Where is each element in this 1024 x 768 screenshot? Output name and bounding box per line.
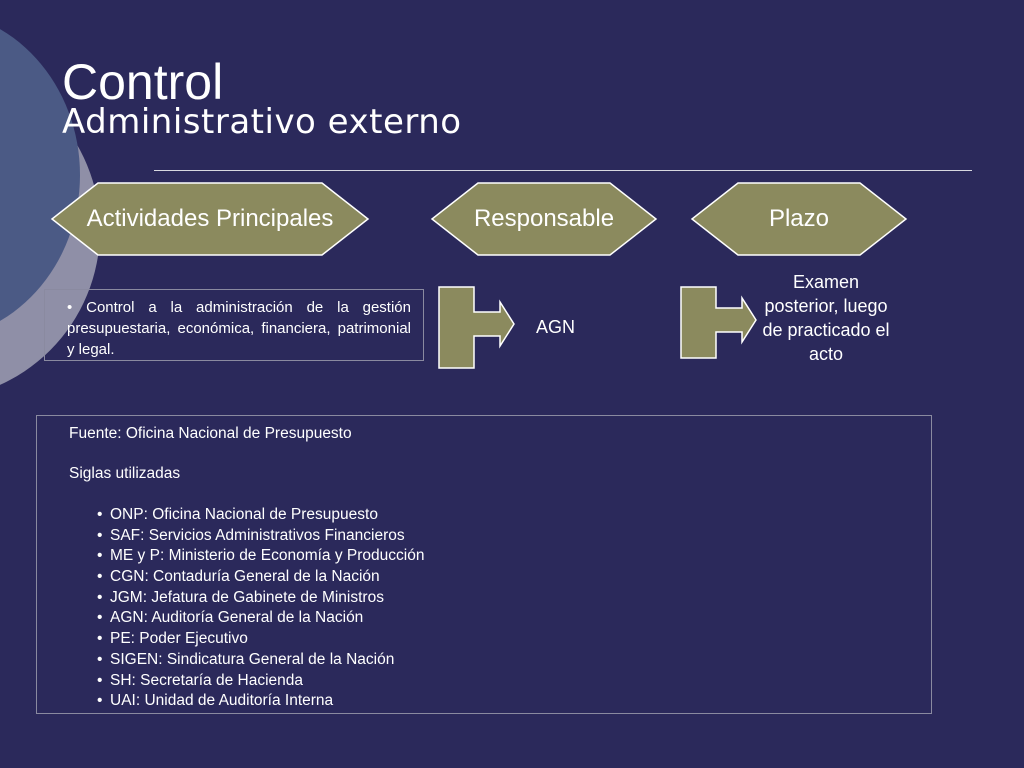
acronym-item: • ONP: Oficina Nacional de Presupuesto	[97, 505, 424, 526]
bullet-icon: •	[97, 506, 103, 523]
header-responsable-label: Responsable	[473, 205, 615, 232]
slide-title: Control	[62, 54, 224, 110]
acronym-item: • AGN: Auditoría General de la Nación	[97, 608, 424, 629]
acronym-item: • SAF: Servicios Administrativos Financieros	[97, 526, 424, 547]
bullet-icon: •	[97, 609, 103, 627]
header-actividades-label: Actividades Principales	[86, 205, 334, 232]
slide-subtitle: Administrativo externo	[62, 102, 462, 142]
source-text: Fuente: Oficina Nacional de Presupuesto	[69, 425, 352, 442]
bullet-icon: •	[97, 588, 103, 606]
acronym-item: • CGN: Contaduría General de la Nación	[97, 567, 424, 588]
title-divider	[154, 170, 972, 171]
source-notes-box	[36, 415, 932, 714]
header-plazo-label: Plazo	[768, 205, 830, 232]
acronym-item: • PE: Poder Ejecutivo	[97, 629, 424, 650]
acronym-item: • SIGEN: Sindicatura General de la Nación	[97, 650, 424, 671]
bent-arrow-icon	[680, 286, 758, 360]
bullet-icon: •	[97, 692, 103, 710]
acronym-item: • ME y P: Ministerio de Economía y Producción	[97, 546, 424, 567]
bullet-icon: •	[97, 630, 103, 648]
bullet-icon: •	[97, 568, 103, 586]
acronym-item: • SH: Secretaría de Hacienda	[97, 671, 424, 692]
bullet-icon: •	[97, 526, 103, 544]
acronym-item: • JGM: Jefatura de Gabinete de Ministros	[97, 588, 424, 609]
header-responsable	[430, 182, 658, 256]
header-actividades	[50, 182, 370, 256]
bullet-icon: •	[97, 547, 103, 565]
acronym-item: • UAI: Unidad de Auditoría Interna	[97, 691, 424, 712]
plazo-value: Examen posterior, luego de practicado el acto	[762, 272, 890, 364]
activity-description-box	[44, 289, 424, 361]
acronyms-list	[97, 505, 424, 712]
header-plazo	[690, 182, 908, 256]
bent-arrow-icon	[438, 286, 516, 370]
acronyms-title: Siglas utilizadas	[69, 465, 181, 482]
responsable-value: AGN	[536, 317, 576, 337]
activity-text: Control a la administración de la gestión presupuestaria, económica, financiera, patrimonial y legal.	[67, 299, 411, 358]
bullet-icon: •	[97, 650, 103, 668]
bullet-icon: •	[97, 671, 103, 689]
bullet-icon: •	[67, 299, 73, 316]
